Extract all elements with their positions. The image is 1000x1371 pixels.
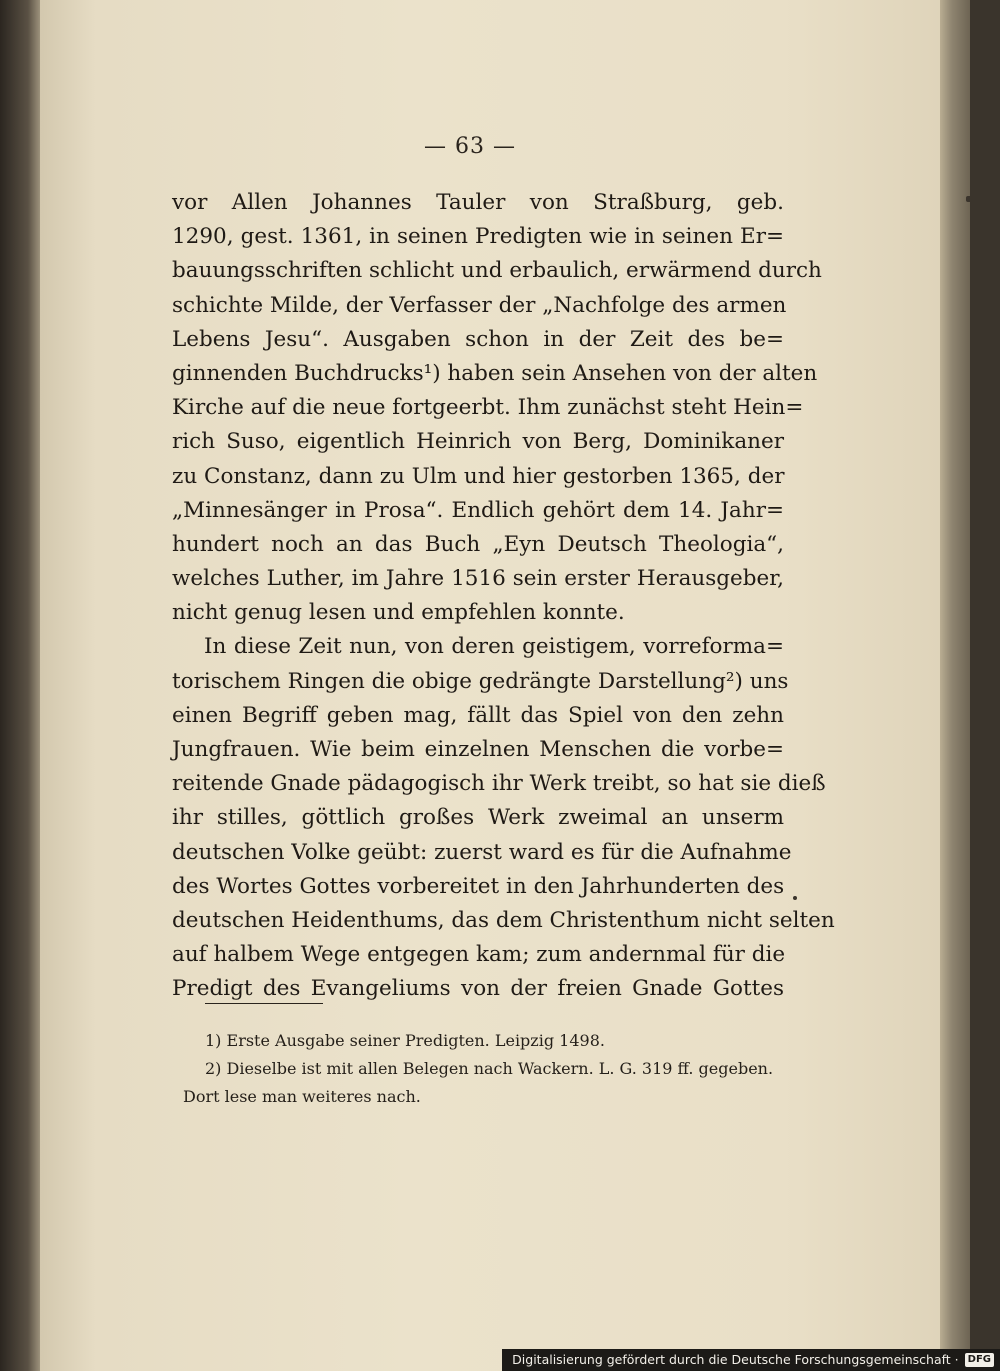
page-number: — 63 —	[424, 134, 516, 159]
text-line: vor Allen Johannes Tauler von Straßburg, geb.	[172, 190, 784, 215]
footnote-divider	[205, 1003, 323, 1004]
dfg-logo: DFG	[965, 1353, 994, 1367]
text-line: einen Begriff geben mag, fällt das Spiel von den zehn	[172, 702, 784, 728]
footnotes	[183, 1027, 783, 1111]
text-line: torischem Ringen die obige gedrängte Darstellung²) uns	[172, 668, 789, 694]
text-line: hundert noch an das Buch „Eyn Deutsch Theologia“,	[172, 531, 784, 557]
text-line: Lebens Jesu“. Ausgaben schon in der Zeit des be=	[172, 326, 784, 352]
paper-speck	[793, 896, 797, 900]
footnote: Dort lese man weiteres nach.	[183, 1087, 421, 1106]
text-line: „Minnesänger in Prosa“. Endlich gehört dem 14. Jahr=	[172, 497, 784, 523]
text-line: zu Constanz, dann zu Ulm und hier gestorben 1365, der	[172, 463, 785, 489]
credit-text: Digitalisierung gefördert durch die Deutsche Forschungsgemeinschaft ·	[512, 1352, 959, 1367]
text-line: ihr stilles, göttlich großes Werk zweimal an unserm	[172, 805, 784, 831]
page-edge	[940, 0, 970, 1371]
text-line: ginnenden Buchdrucks¹) haben sein Ansehen von der alten	[172, 360, 818, 386]
text-line: Jungfrauen. Wie beim einzelnen Menschen die vorbe=	[172, 737, 784, 762]
book-spine	[0, 0, 40, 1371]
text-line: des Wortes Gottes vorbereitet in den Jahrhunderten des	[172, 873, 785, 899]
text-line: rich Suso, eigentlich Heinrich von Berg, Dominikaner	[172, 429, 784, 455]
footnote: 1) Erste Ausgabe seiner Predigten. Leipzig 1498.	[205, 1031, 605, 1050]
text-line: bauungsschriften schlicht und erbaulich, erwärmend durch	[172, 258, 822, 284]
text-line: reitende Gnade pädagogisch ihr Werk treibt, so hat sie dieß	[172, 771, 826, 797]
paper-speck	[966, 196, 972, 202]
text-line: 1290, gest. 1361, in seinen Predigten wie in seinen Er=	[172, 224, 784, 250]
text-line: deutschen Heidenthums, das dem Christenthum nicht selten	[172, 907, 835, 933]
text-line: schichte Milde, der Verfasser der „Nachfolge des armen	[172, 292, 787, 318]
text-line: Predigt des Evangeliums von der freien Gnade Gottes	[172, 976, 784, 1002]
text-line: deutschen Volke geübt: zuerst ward es für die Aufnahme	[172, 839, 792, 865]
body-text	[172, 186, 835, 1007]
text-line: In diese Zeit nun, von deren geistigem, vorreforma=	[204, 634, 784, 660]
text-line: auf halbem Wege entgegen kam; zum andernmal für die	[172, 942, 786, 968]
text-line: nicht genug lesen und empfehlen konnte.	[172, 600, 625, 626]
text-line: Kirche auf die neue fortgeerbt. Ihm zunächst steht Hein=	[172, 395, 804, 421]
digitization-credit-bar	[502, 1349, 1000, 1371]
footnote: 2) Dieselbe ist mit allen Belegen nach Wackern. L. G. 319 ff. gegeben.	[205, 1059, 774, 1078]
text-line: welches Luther, im Jahre 1516 sein erster Herausgeber,	[172, 566, 784, 592]
